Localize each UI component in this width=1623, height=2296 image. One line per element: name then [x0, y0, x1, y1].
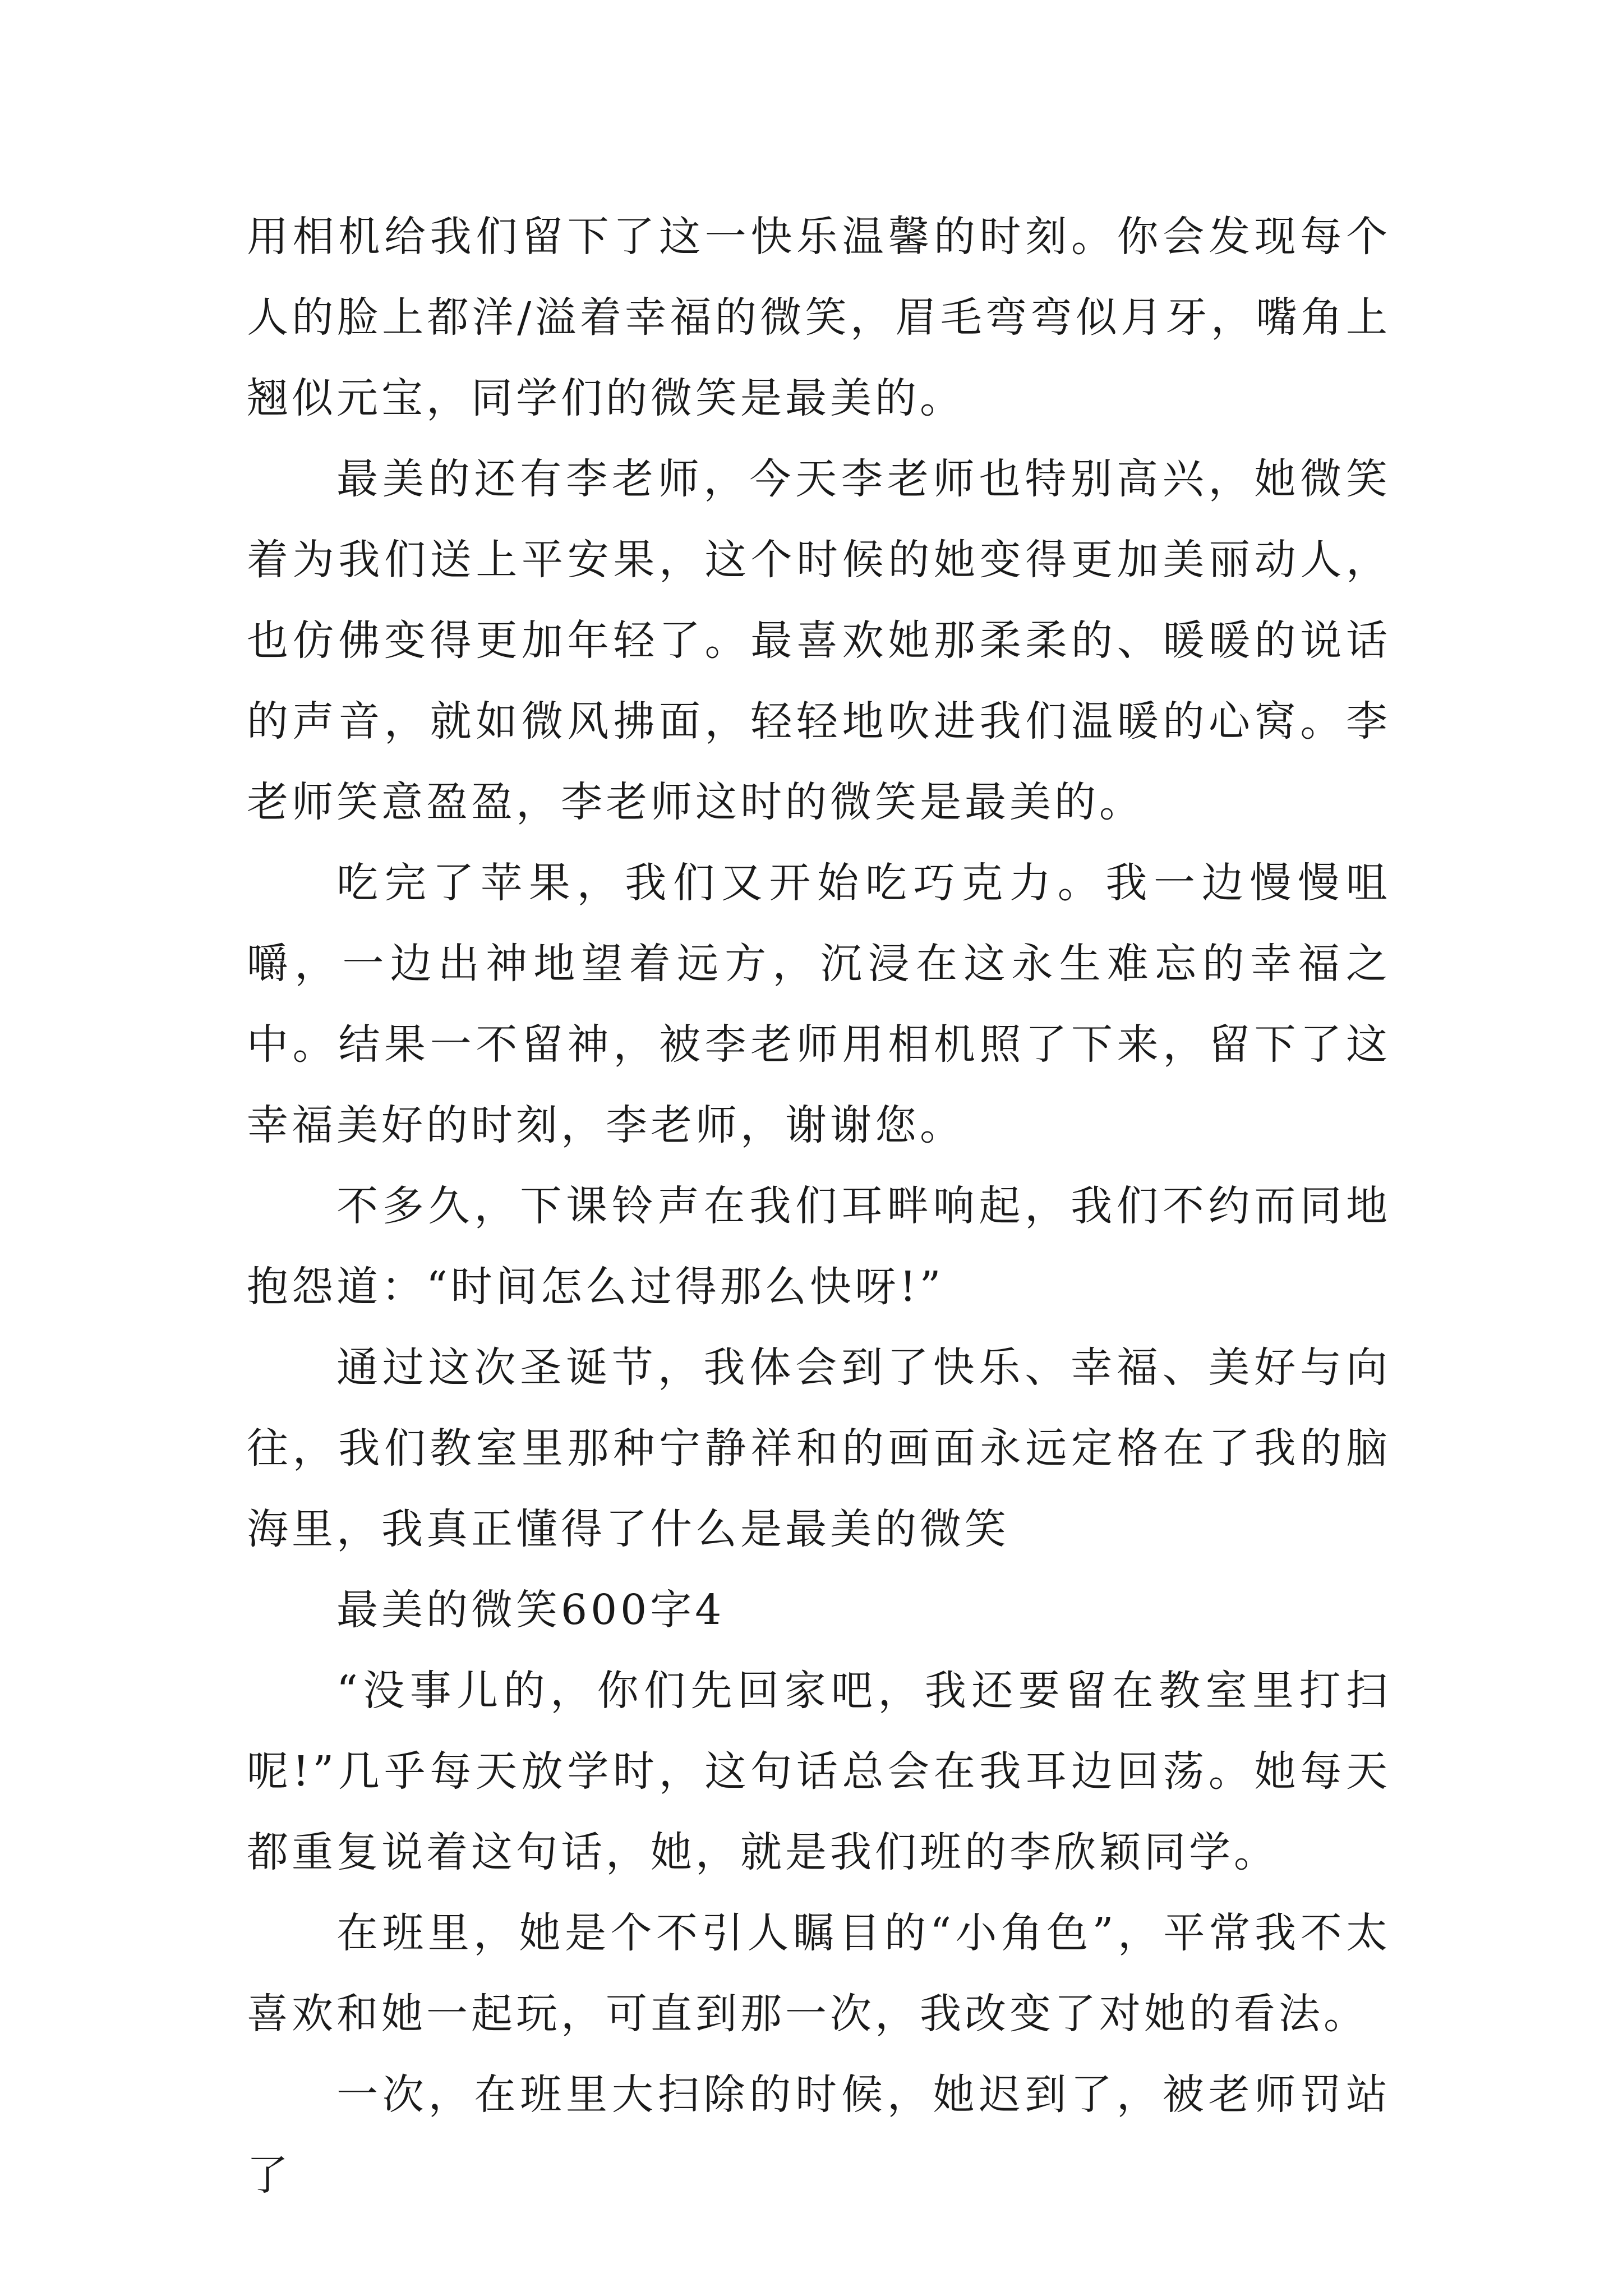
paragraph-5: 通过这次圣诞节，我体会到了快乐、幸福、美好与向往，我们教室里那种宁静祥和的画面永远定格在了我的脑海里，我真正懂得了什么是最美的微笑 — [247, 1343, 1391, 1553]
paragraph-6: “没事儿的，你们先回家吧，我还要留在教室里打扫呢!”几乎每天放学时，这句话总会在我耳边回荡。她每天都重复说着这句话，她，就是我们班的李欣颖同学。 — [247, 1667, 1391, 1876]
document-body — [247, 196, 1391, 2216]
paragraph-7: 在班里，她是个不引人瞩目的“小角色”，平常我不太喜欢和她一起玩，可直到那一次，我改变了对她的看法。 — [247, 1909, 1391, 2038]
paragraph-8: 一次，在班里大扫除的时候，她迟到了，被老师罚站了 — [247, 2070, 1391, 2200]
paragraph-3: 吃完了苹果，我们又开始吃巧克力。我一边慢慢咀嚼，一边出神地望着远方，沉浸在这永生难忘的幸福之中。结果一不留神，被李老师用相机照了下来，留下了这幸福美好的时刻，李老师，谢谢您。 — [247, 859, 1391, 1149]
paragraph-4: 不多久，下课铃声在我们耳畔响起，我们不约而同地抱怨道：“时间怎么过得那么快呀!” — [247, 1182, 1391, 1311]
paragraph-2: 最美的还有李老师，今天李老师也特别高兴，她微笑着为我们送上平安果，这个时候的她变得更加美丽动人，也仿佛变得更加年轻了。最喜欢她那柔柔的、暖暖的说话的声音，就如微风拂面，轻轻地吹进我们温暖的心窝。李老师笑意盈盈，李老师这时的微笑是最美的。 — [247, 455, 1391, 826]
paragraph-1: 用相机给我们留下了这一快乐温馨的时刻。你会发现每个人的脸上都洋/溢着幸福的微笑，眉毛弯弯似月牙，嘴角上翘似元宝，同学们的微笑是最美的。 — [247, 213, 1391, 422]
section-heading: 最美的微笑600字4 — [336, 1586, 725, 1634]
